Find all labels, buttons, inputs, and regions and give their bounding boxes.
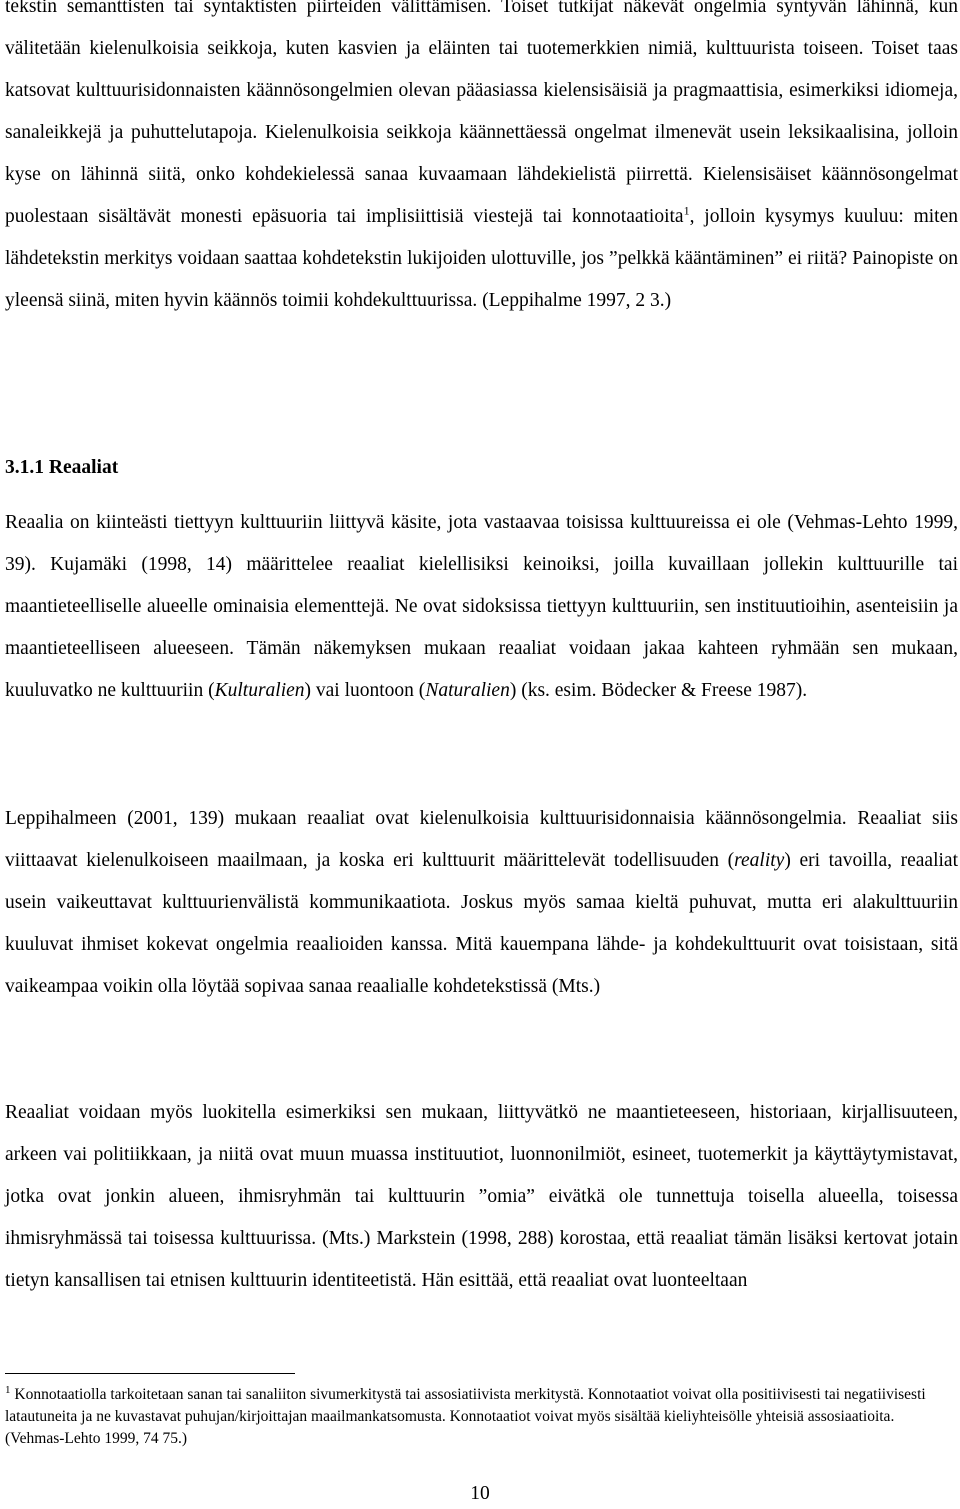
section-heading: 3.1.1 Reaaliat xyxy=(5,457,119,478)
paragraph-text: tekstin semanttisten tai syntaktisten piirteiden välittämisen. Toiset tutkijat näkevät ongelmia syntyvän lähinnä, kun välitetään kielenulkoisia seikkoja, kuten kasvien ja eläinten tai tuotemerkkien nimiä, kulttuurista toiseen. Toiset taas katsovat kulttuurisidonnaisten käännösongelmien olevan pääasiassa kielensisäisiä ja pragmaattisia, esimerkiksi idiomeja, sanaleikkejä ja puhuttelutapoja. Kielenulkoisia seikkoja käännettäessä ongelmat ilmenevät usein leksikaalisina, jolloin kyse on lähinnä siitä, onko kohdekielessä sanaa kuvaamaan lähdekielistä piirrettä. Kielensisäiset käännösongelmat puolestaan sisältävät monesti epäsuoria tai implisiittisiä viestejä tai konnotaatioita xyxy=(5,0,958,227)
paragraph-text: Reaalia on kiinteästi tiettyyn kulttuuriin liittyvä käsite, jota vastaavaa toisissa kulttuureissa ei ole (Vehmas-Lehto 1999, 39). Kujamäki (1998, 14) määrittelee reaaliat kielellisiksi keinoiksi, joilla kuvaillaan jollekin kulttuurille tai maantieteelliselle alueelle ominaisia elementtejä. Ne ovat sidoksissa tiettyyn kulttuuriin, sen instituutioihin, asenteisiin ja maantieteelliseen alueeseen. Tämän näkemyksen mukaan reaaliat voidaan jakaa kahteen ryhmään sen mukaan, kuuluvatko ne kulttuuriin ( xyxy=(5,512,958,701)
paragraph-text: ) (ks. esim. Bödecker & Freese 1987). xyxy=(509,680,808,701)
footnote-divider xyxy=(5,1373,295,1374)
paragraph-text: Leppihalmeen (2001, 139) mukaan reaaliat ovat kielenulkoisia kulttuurisidonnaisia käännösongelmia. Reaaliat siis viittaavat kielenulkoiseen maailmaan, ja koska eri kulttuurit määrittelevät todellisuuden ( xyxy=(5,808,958,871)
italic-term: Naturalien xyxy=(425,680,510,701)
footnote-text: Konnotaatiolla tarkoitetaan sanan tai sanaliiton sivumerkitystä tai assosiatiivista merkitystä. Konnotaatiot voivat olla positiivisesti tai negatiivisesti latautuneita ja ne kuvastavat puhujan/kirjoittajan maailmankatsomusta. Konnotaatiot voivat myös sisältää kieliyhteisölle yhteisiä assosiaatioita. (Vehmas-Lehto 1999, 74 75.) xyxy=(5,1386,926,1447)
paragraph-text: ) eri tavoilla, reaaliat usein vaikeuttavat kulttuurienvälistä kommunikaatiota. Joskus myös samaa kieltä puhuvat, mutta eri alakulttuuriin kuuluvat ihmiset kokevat ongelmia reaalioiden kanssa. Mitä kauempana lähde- ja kohdekulttuurit ovat toisistaan, sitä vaikeampaa voikin olla löytää sopivaa sanaa reaalialle kohdetekstissä (Mts.) xyxy=(5,850,958,997)
paragraph-text: ) vai luontoon ( xyxy=(304,680,426,701)
paragraph-realia-classification: Reaaliat voidaan myös luokitella esimerkiksi sen mukaan, liittyvätkö ne maantieteeseen, historiaan, kirjallisuuteen, arkeen vai politiikkaan, ja niitä ovat muun muassa instituutiot, luonnonilmiöt, esineet, tuotemerkit ja käyttäytymistavat, jotka ovat jonkin alueen, ihmisryhmän tai kulttuurin ”omia” eivätkä ole tunnettuja toisella alueella, toisessa ihmisryhmässä tai toisessa kulttuurissa. (Mts.) Markstein (1998, 288) korostaa, että reaaliat tämän lisäksi kertovat jotain tietyn kansallisen tai etnisen kulttuurin identiteetistä. Hän esittää, että reaaliat ovat luonteeltaan xyxy=(5,1102,958,1291)
paragraph-text: , jolloin kysymys kuuluu: miten lähdetekstin merkitys voidaan saattaa kohdetekstin lukijoiden ulottuville, jos ”pelkkä kääntäminen” ei riitä? Painopiste on yleensä siinä, miten hyvin käännös toimii kohdekulttuurissa. (Leppihalme 1997, 2 3.) xyxy=(5,206,958,311)
paragraph-realia-definition xyxy=(5,502,958,712)
page-number: 10 xyxy=(470,1483,490,1504)
italic-term: reality xyxy=(734,850,785,871)
footnote-number: 1 xyxy=(5,1383,11,1396)
footnote xyxy=(5,1384,955,1450)
paragraph-leppihalme xyxy=(5,798,958,1008)
italic-term: Kulturalien xyxy=(214,680,305,701)
paragraph-cultural-translation-problems xyxy=(5,0,958,322)
footnote-reference: 1 xyxy=(683,203,690,218)
